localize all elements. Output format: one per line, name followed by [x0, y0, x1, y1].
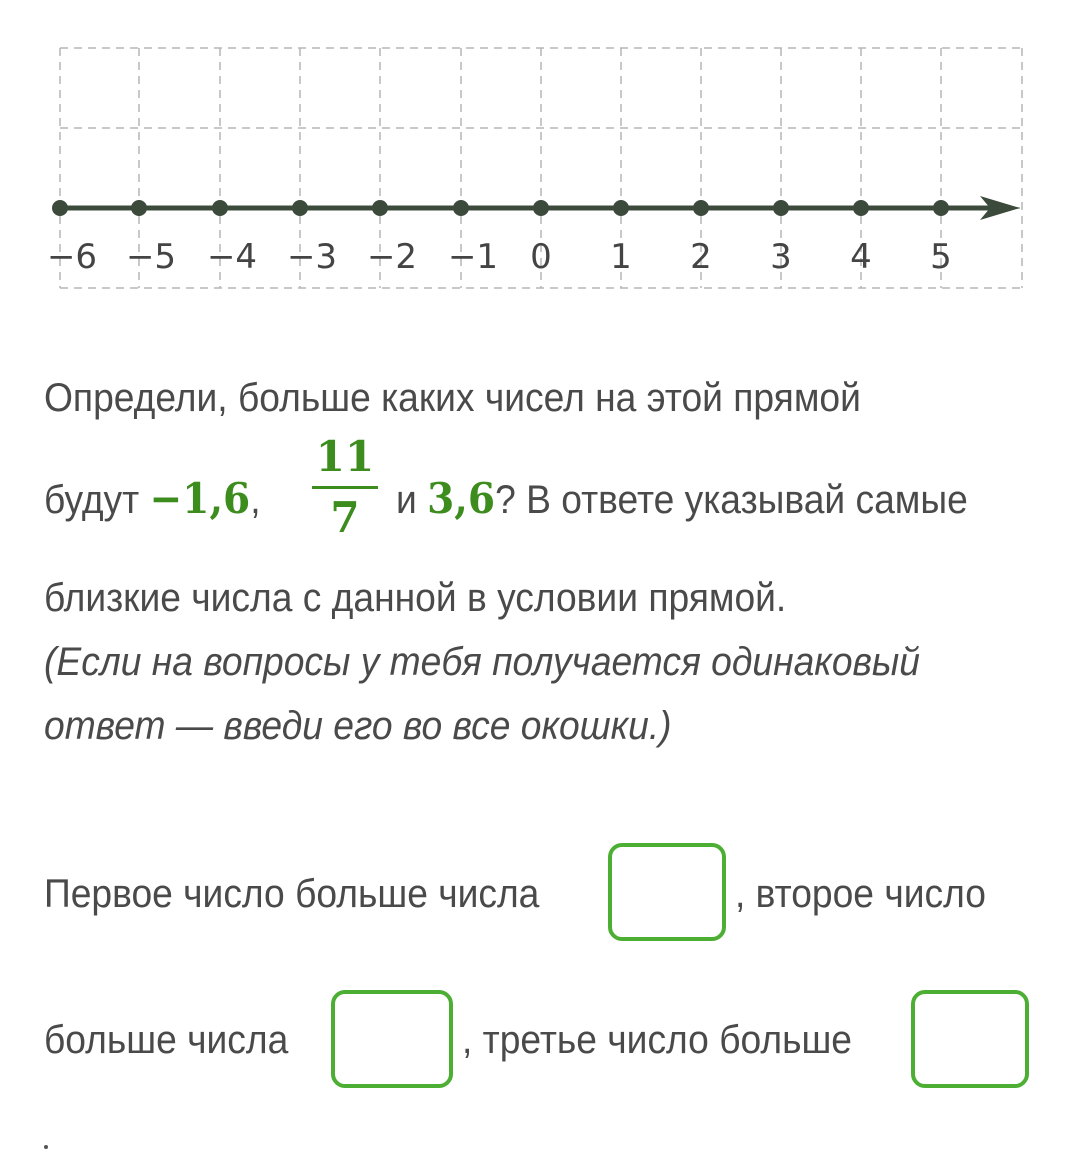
- question-text-2-prefix: будут: [44, 478, 140, 522]
- value-3-6: 3,6: [427, 474, 496, 523]
- answer-text-4: , третье число больше: [462, 1018, 853, 1062]
- fraction-11-7: [312, 434, 378, 541]
- question-text-1: Определи, больше каких чисел на этой прямой: [44, 376, 861, 420]
- tick-label: −3: [286, 237, 338, 277]
- tick-point: [372, 200, 388, 216]
- answer-line-2-mid: [462, 1020, 852, 1060]
- answer-text-3: больше числа: [44, 1018, 289, 1062]
- answer-text-1: Первое число больше числа: [44, 872, 540, 916]
- tick-label: 4: [850, 237, 872, 277]
- answer-input-3[interactable]: [911, 990, 1029, 1088]
- fraction-numerator: 11: [315, 432, 375, 481]
- conjunction: и: [396, 478, 417, 522]
- trailing-period: [44, 1145, 48, 1149]
- tick-point: [212, 200, 228, 216]
- tick-point: [613, 200, 629, 216]
- note-line-2: [44, 706, 672, 746]
- tick-label: −4: [206, 237, 258, 277]
- tick-label: −1: [447, 237, 499, 277]
- tick-label: 2: [690, 237, 712, 277]
- note-line-1: [44, 642, 920, 682]
- tick-label: −5: [125, 237, 177, 277]
- tick-point: [773, 200, 789, 216]
- question-line-1: [44, 378, 861, 418]
- tick-point: [52, 200, 68, 216]
- tick-point: [131, 200, 147, 216]
- note-text-2: ответ — введи его во все окошки.): [44, 704, 672, 748]
- tick-point: [453, 200, 469, 216]
- question-text-2-suffix: ? В ответе указывай самые: [495, 478, 968, 522]
- tick-label: 5: [930, 237, 952, 277]
- answer-line-1-left: [44, 874, 539, 914]
- question-line-2-rest: [396, 474, 968, 523]
- question-text-3: близкие числа с данной в условии прямой.: [44, 576, 787, 620]
- tick-label: 1: [610, 237, 632, 277]
- fraction-denominator: 7: [330, 493, 360, 542]
- question-line-2: [44, 474, 261, 523]
- tick-point: [292, 200, 308, 216]
- fraction-bar: [312, 486, 378, 489]
- note-text-1: (Если на вопросы у тебя получается одинаковый: [44, 640, 921, 684]
- tick-label: 0: [530, 237, 552, 277]
- tick-label: 3: [770, 237, 792, 277]
- answer-input-2[interactable]: [331, 990, 453, 1088]
- answer-text-2: , второе число: [735, 872, 986, 916]
- number-line: [0, 0, 1080, 300]
- question-line-3: [44, 578, 786, 618]
- tick-label: −2: [366, 237, 418, 277]
- tick-point: [933, 200, 949, 216]
- tick-label: −6: [46, 237, 98, 277]
- answer-line-2-left: [44, 1020, 288, 1060]
- tick-point: [693, 200, 709, 216]
- tick-point: [853, 200, 869, 216]
- answer-line-1-right: [735, 874, 986, 914]
- comma: ,: [250, 478, 261, 522]
- value-negative-1-6: −1,6: [149, 474, 251, 523]
- tick-point: [533, 200, 549, 216]
- answer-input-1[interactable]: [608, 843, 726, 941]
